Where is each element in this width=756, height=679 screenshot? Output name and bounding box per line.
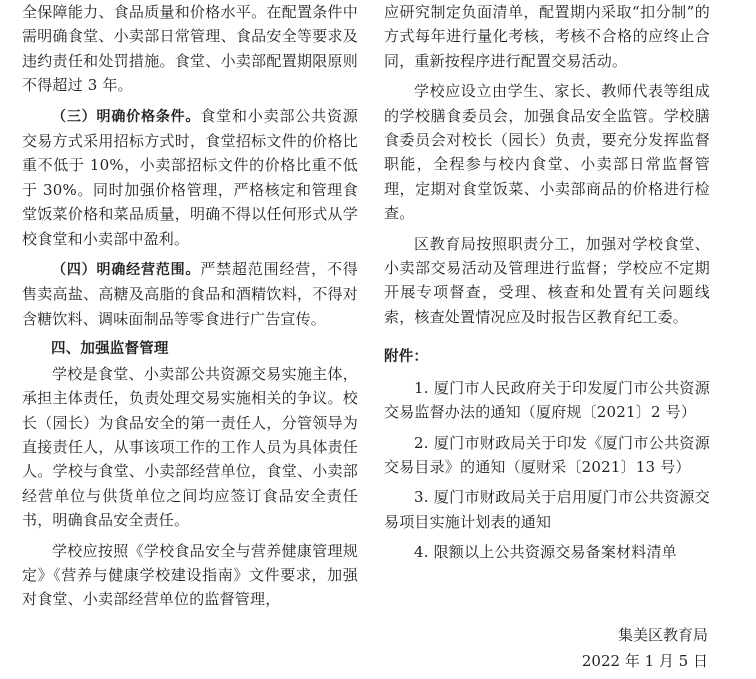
paragraph-business-scope: [22, 257, 358, 331]
annex-item: 1. 厦门市人民政府关于印发厦门市公共资源交易监督办法的通知（厦府规〔2021〕2 号）: [384, 378, 710, 422]
annex-label: 附件：: [384, 349, 429, 366]
left-column: [22, 0, 358, 612]
annex-item: 3. 厦门市财政局关于启用厦门市公共资源交易项目实施计划表的通知: [384, 488, 710, 531]
annex-item: 4. 限额以上公共资源交易备案材料清单: [414, 543, 677, 562]
spacer: [384, 335, 710, 341]
signature-date: 2022 年 1 月 5 日: [581, 652, 708, 670]
paragraph-negative-list: 应研究制定负面清单，配置期内采取“扣分制”的方式每年进行量化考核，考核不合格的应终止合同，重新按程序进行配置交易活动。: [384, 3, 710, 70]
paragraph-responsibility: 学校是食堂、小卖部公共资源交易实施主体，承担主体责任，负责处理交易实施相关的争议。校长（园长）为食品安全的第一责任人，分管领导为直接责任人，从事该项工作的工作人员为具体责任人。学校与食堂、小卖部经营单位，食堂、小卖部经营单位与供货单位之间均应签订食品安全责任书，明确食品安全责任。: [22, 364, 358, 530]
right-column: [384, 0, 710, 565]
clause-body-scope: 严禁超范围经营，不得售卖高盐、高糖及高脂的食品和酒精饮料，不得对含糖饮料、调味面制品等零食进行广告宣传。: [22, 260, 358, 328]
signature-organization: 集美区教育局: [617, 626, 708, 644]
paragraph-regulations: 学校应按照《学校食品安全与营养健康管理规定》《营养与健康学校建设指南》文件要求，加强对食堂、小卖部经营单位的监督管理，: [22, 541, 358, 609]
annex-item: 2. 厦门市财政局关于印发《厦门市公共资源交易目录》的通知（厦财采〔2021〕13 号）: [384, 433, 710, 476]
clause-body-price: 食堂和小卖部公共资源交易方式采用招标方式时，食堂招标文件的价格比重不低于 10%，小卖部招标文件的价格比重不低于 30%。同时加强价格管理，严格核定和管理食堂饭菜价格和菜品质量，明确不得以任何形式从学校食堂和小卖部中盈利。: [22, 106, 358, 248]
clause-heading-price: （三）明确价格条件。: [52, 108, 201, 125]
paragraph-price-conditions: [22, 104, 358, 251]
paragraph-education-bureau: 区教育局按照职责分工，加强对学校食堂、小卖部交易活动及管理进行监督；学校应不定期开展专项督查，受理、核查和处置有关问题线索，核查处置情况应及时报告区教育纪工委。: [384, 234, 710, 326]
section-heading-supervision: 四、加强监督管理: [51, 341, 169, 358]
clause-heading-scope: （四）明确经营范围。: [52, 262, 201, 279]
paragraph-continued: 全保障能力、食品质量和价格水平。在配置条件中需明确食堂、小卖部日常管理、食品安全等要求及违约责任和处罚措施。食堂、小卖部配置期限原则不得超过 3 年。: [22, 3, 358, 95]
paragraph-meal-committee: 学校应设立由学生、家长、教师代表等组成的学校膳食委员会，加强食品安全监管。学校膳食委员会对校长（园长）负责，要充分发挥监督职能，全程参与校内食堂、小卖部日常监督管理，定期对食堂饭菜、小卖部商品的价格进行检查。: [384, 82, 710, 223]
